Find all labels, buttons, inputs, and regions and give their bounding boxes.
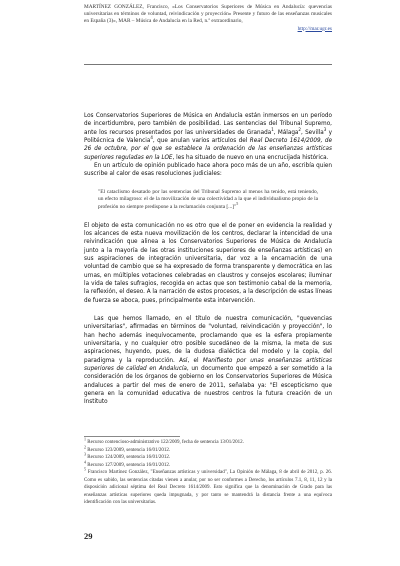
article-body: [84, 112, 332, 407]
footnote-item: $^1$ Recurso contencioso-administrativo 122/2009, fecha de sentencia 13/01/2012.: [84, 436, 244, 445]
paragraph-manifesto: [84, 315, 332, 407]
intro-text-e: , que anulan varios artículos del: [152, 138, 250, 145]
footnote-item: $^3$ Recurso 124/2009, sentencia 16/01/2012.: [84, 451, 171, 460]
footnote-item: $^2$ Recurso 123/2009, sentencia 16/01/2012.: [84, 443, 171, 453]
manifesto-text-a: Las que hemos llamado, en el título de nuestra comunicación, "quevencias universitarias", afirmadas en términos de "voluntad, reivindicación y proyección", lo han hecho además inequívocamente, proclamando que es la esfera propiamente universitaria, y no cualquier otro posible sucedáneo de la misma, la meta de sus aspiraciones, huyendo, pues, de la dudosa dialéctica del modelo y la copia, del paradigma y la reproducción. Así, el: [84, 315, 332, 364]
quote-text: "El cataclismo desatado por las sentencias del Tribunal Supremo al menos ha tenido, está teniendo, un efecto milagroso: el de la movilización de una colectividad a la que el individualismo propio de la profesión no siempre predispone a la reclamación conjunta [...]": [98, 188, 318, 210]
intro-text-g: , les ha situado de nuevo en una encrucijada histórica.: [172, 154, 329, 161]
page-number: 29: [84, 531, 93, 541]
paragraph-intro: [84, 112, 332, 162]
intro-text-d: y Politécnica de Valencia: [84, 129, 332, 145]
intro-text-a: Los Conservatorios Superiores de Música en Andalucía están inmersos en un período de incertidumbre, pero también de posibilidad. Las sentencias del Tribunal Supremo, ante los recursos presentados por las universidades de Granada: [84, 113, 332, 136]
citation-text: MARTÍNEZ GONZÁLEZ, Francisco, «Los Conservatorios Superiores de Música en Andalucía: quevencias universitarias en términos de voluntad, reivindicación y proyección» Presente y futuro de las enseñanzas musicales en España (3)», MAR – Música de Andalucía en la Red, n.º extraordinario,: [84, 4, 332, 25]
block-quote: [98, 189, 318, 212]
paragraph-opinion: En un artículo de opinión publicado hace ahora poco más de un año, escribía quien suscribe al calor de esas resoluciones judiciales:: [84, 163, 332, 178]
citation-header: [84, 4, 332, 33]
journal-link[interactable]: http://mar.ugr.es: [297, 25, 332, 32]
footnote-item: $^5$ Francisco Martínez González, "Enseñanzas artísticas y universidad", La Opinión de Málaga, 8 de abril de 2012, p. 26. Como es sabido, las sentencias citadas vienen a anular, por no ser conformes a Derecho, los artículos 7.1, 8, 11, 12 y la disposición adicional séptima del Real Decreto 1614/2009. Esto significa que la denominación de Grado para las enseñanzas artísticas superiores queda impugnada, y por tanto se mantendrá la distancia frente a una equívoca identificación con las universitarias.: [84, 466, 333, 505]
intro-text-c: , Sevilla: [300, 129, 324, 136]
footnotes: [84, 436, 333, 507]
manifesto-title: Manifiesto por unas enseñanzas artísticas superiores de calidad en Andalucía: [84, 357, 332, 373]
footnote-ref-3[interactable]: 3: [323, 126, 327, 132]
footnote-ref-1[interactable]: 1: [271, 126, 274, 132]
decree-title: Real Decreto 1614/2009, de 26 de octubre, por el que se establece la ordenación de las enseñanzas artísticas superiores reguladas en la LOE: [84, 138, 332, 161]
header-rule: [84, 64, 332, 65]
footnote-ref-5[interactable]: 5: [236, 201, 239, 207]
footnote-rule: [84, 436, 180, 437]
footnote-ref-2[interactable]: 2: [298, 126, 301, 132]
paragraph-objective: El objeto de esta comunicación no es otro que el de poner en evidencia la realidad y los alcances de esta nueva movilización de los centros, declarar la intencidad de una reivindicación que alinea a los Conservatorios Superiores de Música de Andalucía junto a la mayoría de las otras instituciones superiores de enseñanzas artísticas) en sus aspiraciones de integración universitaria, dar voz a la encarnación de una voluntad de cambio que se ha expresado de forma transparente y democrática en las urnas, en múltiples votaciones celebradas en claustros y consejos escolares; iluminar la vida de tales sufragios, recogida en actas que son testimonio cabal de la memoria, la reflexión, el deseo. A la narración de estos procesos, a la descripción de estas líneas de fuerza se aboca, pues, principalmente esta intervención.: [84, 222, 332, 304]
footnote-ref-4[interactable]: 4: [150, 135, 153, 141]
footnote-item: $^4$ Recurso 127/2009, sentencia 16/01/2012.: [84, 458, 171, 468]
intro-text-b: , Málaga: [273, 129, 299, 136]
manifesto-text-b: , un documento que empezó a ser sometido a la consideración de los órganos de gobierno en los Conservatorios Superiores de Música andaluces a partir del mes de enero de 2011, señalaba ya: "El escepticismo que genera en la comunidad educativa de nuestros centros la futura creación de un Instituto: [84, 366, 332, 406]
